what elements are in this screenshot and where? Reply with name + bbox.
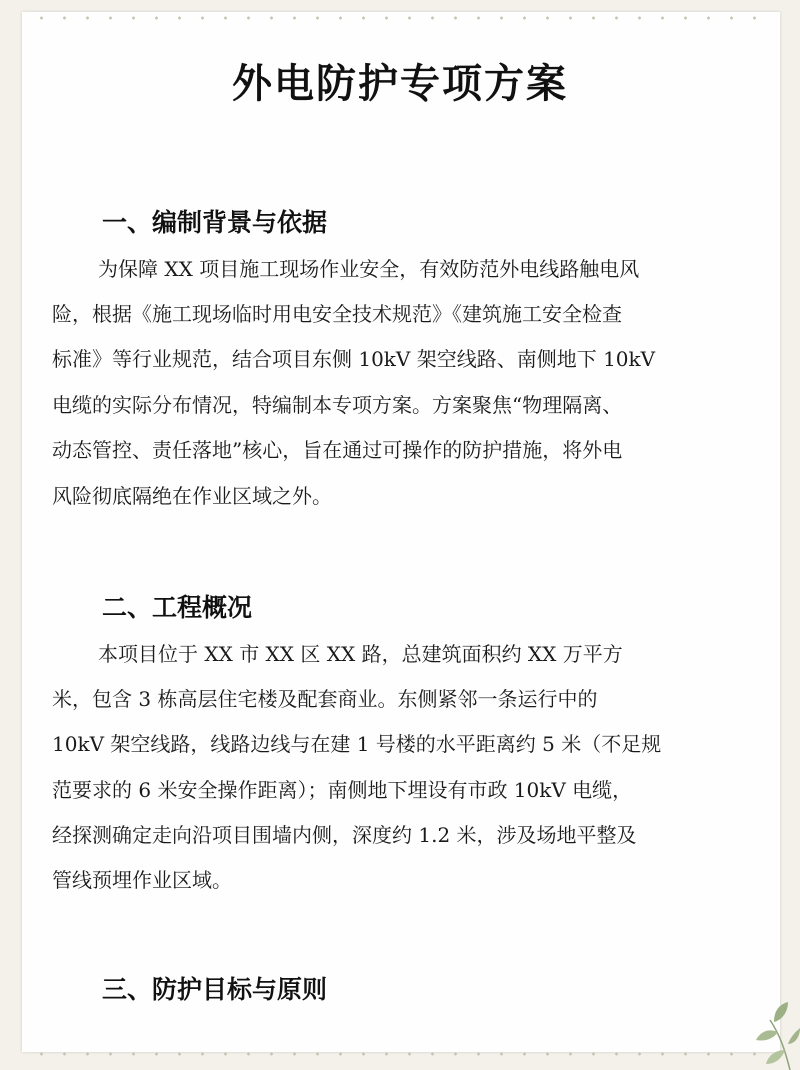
paragraph-line: 米，包含 3 栋高层住宅楼及配套商业。东侧紧邻一条运行中的 — [52, 687, 598, 711]
paragraph-line: 10kV 架空线路，线路边线与在建 1 号楼的水平距离约 5 米（不足规 — [52, 732, 662, 756]
paragraph-line: 电缆的实际分布情况，特编制本专项方案。方案聚焦“物理隔离、 — [52, 393, 623, 417]
leaf-icon — [730, 980, 800, 1070]
paragraph-line: 本项目位于 XX 市 XX 区 XX 路，总建筑面积约 XX 万平方 — [98, 642, 623, 666]
section-heading-goals: 三、防护目标与原则 — [102, 975, 328, 1004]
document-page — [22, 12, 780, 1052]
paragraph-line: 风险彻底隔绝在作业区域之外。 — [52, 484, 332, 508]
bottom-dotted-border — [30, 1052, 770, 1056]
paragraph-line: 标准》等行业规范，结合项目东侧 10kV 架空线路、南侧地下 10kV — [52, 347, 656, 371]
paragraph-line: 动态管控、责任落地”核心，旨在通过可操作的防护措施，将外电 — [52, 438, 623, 462]
paragraph-line: 管线预埋作业区域。 — [52, 868, 232, 892]
section-heading-background: 一、编制背景与依据 — [102, 208, 328, 237]
paragraph-line: 险，根据《施工现场临时用电安全技术规范》《建筑施工安全检查 — [52, 302, 622, 326]
page-title: 外电防护专项方案 — [232, 61, 568, 107]
paragraph-line: 为保障 XX 项目施工现场作业安全，有效防范外电线路触电风 — [98, 257, 640, 281]
section-heading-overview: 二、工程概况 — [102, 593, 253, 622]
paragraph-line: 经探测确定走向沿项目围墙内侧，深度约 1.2 米，涉及场地平整及 — [52, 823, 637, 847]
paragraph-line: 范要求的 6 米安全操作距离）；南侧地下埋设有市政 10kV 电缆， — [52, 778, 633, 802]
top-dotted-border — [30, 16, 770, 20]
